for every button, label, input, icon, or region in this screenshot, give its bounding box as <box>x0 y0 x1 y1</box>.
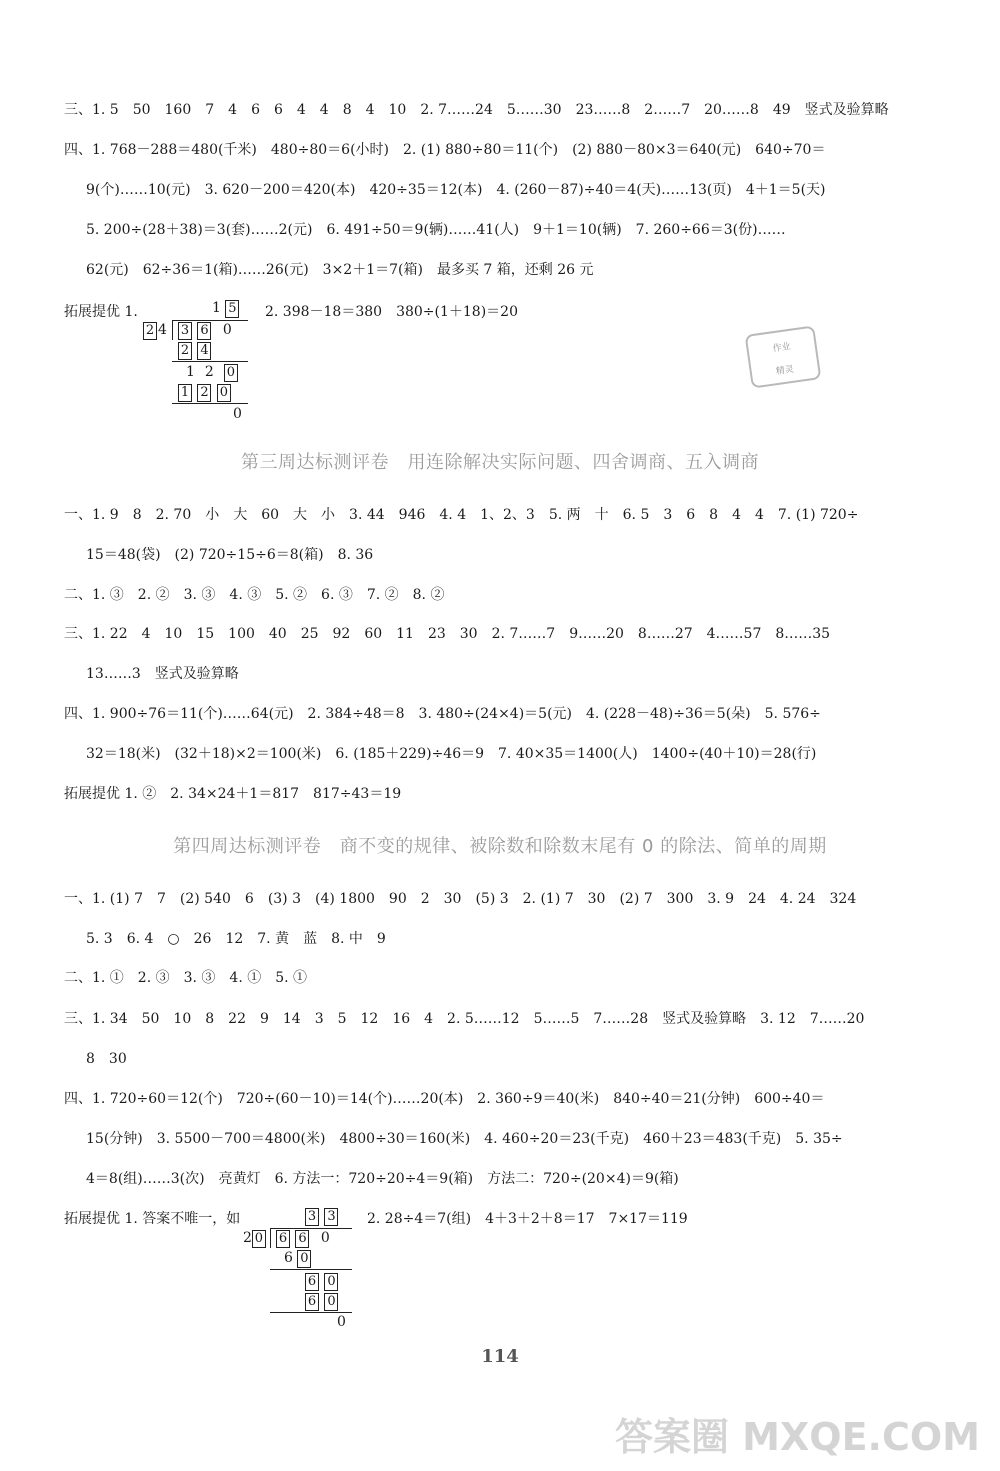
stamp-text: 精灵 <box>775 364 795 378</box>
week2-section4-line4: 62(元) 62÷36＝1(箱)……26(元) 3×2＋1＝7(箱) 最多买 7 箱，还剩 26 元 <box>86 262 594 278</box>
ld1-divisor-digit: 4 <box>158 322 167 338</box>
week3-section4-line1: 四、1. 900÷76＝11(个)……64(元) 2. 384÷48＝8 3. 480÷(24×4)＝5(元) 4. (228－48)÷36＝5(朵) 5. 576÷ <box>64 706 821 722</box>
week4-section1-line2: 5. 3 6. 4 ○ 26 12 7. 黄 蓝 8. 中 9 <box>86 931 386 947</box>
ld2-dividend-box: 6 <box>295 1230 309 1248</box>
ld1-line <box>172 403 248 404</box>
ld1-dividend-digit: 0 <box>222 322 232 338</box>
week4-section4-line2: 15(分钟) 3. 5500－700＝4800(米) 4800÷30＝160(米) 4. 460÷20＝23(千克) 460＋23＝483(千克) 5. 35÷ <box>86 1131 843 1147</box>
ld2-dividend-digit: 0 <box>320 1230 330 1246</box>
ld2-line <box>270 1269 352 1270</box>
week4-section4-line1: 四、1. 720÷60＝12(个) 720÷(60－10)＝14(个)……20(本) 2. 360÷9＝40(米) 840÷40＝21(分钟) 600÷40＝ <box>64 1091 825 1107</box>
ld1-divisor-box: 2 <box>143 322 157 340</box>
week2-section3: 三、1. 5 50 160 7 4 6 6 4 4 8 4 10 2. 7……24 5……30 23……8 2……7 20……8 49 竖式及验算略 <box>64 102 889 118</box>
ld2-quotient-box: 3 <box>305 1208 319 1226</box>
ld1-bar <box>172 320 248 321</box>
ld2-step3-box: 0 <box>324 1293 338 1311</box>
ld1-step3-box: 1 <box>178 384 192 402</box>
ld2-line <box>270 1312 352 1313</box>
ld1-remainder: 0 <box>233 406 242 422</box>
week2-tuozhan-label: 拓展提优 1. <box>64 304 138 320</box>
ld2-step2-box: 6 <box>305 1273 319 1291</box>
week2-section4-line1: 四、1. 768－288＝480(千米) 480÷80＝6(小时) 2. (1) 880÷80＝11(个) (2) 880－80×3＝640(元) 640÷70＝ <box>64 142 826 158</box>
watermark-logo <box>615 1417 980 1457</box>
week2-section4-line2: 9(个)……10(元) 3. 620－200＝420(本) 420÷35＝12(本) 4. (260－87)÷40＝4(天)……13(页) 4＋1＝5(天) <box>86 182 826 198</box>
week2-section4-line3: 5. 200÷(28＋38)＝3(套)……2(元) 6. 491÷50＝9(辆)……41(人) 9＋1＝10(辆) 7. 260÷66＝3(份)…… <box>86 222 786 238</box>
ld1-step2-box: 0 <box>224 364 238 382</box>
week4-section3-line1: 三、1. 34 50 10 8 22 9 14 3 5 12 16 4 2. 5……12 5……5 7……28 竖式及验算略 3. 12 7……20 <box>64 1011 865 1027</box>
week4-section2: 二、1. ① 2. ③ 3. ③ 4. ① 5. ① <box>64 970 308 986</box>
ld1-step2-digit: 2 <box>204 364 224 380</box>
ld1-dividend-box: 3 <box>178 322 192 340</box>
week4-section1-line1: 一、1. (1) 7 7 (2) 540 6 (3) 3 (4) 1800 90 2 30 (5) 3 2. (1) 7 30 (2) 7 300 3. 9 24 4. 24 324 <box>64 891 857 907</box>
ld2-dividend-box: 6 <box>276 1230 290 1248</box>
ld1-step3-box: 2 <box>197 384 211 402</box>
week4-tuozhan-label: 拓展提优 1. 答案不唯一，如 <box>64 1211 241 1227</box>
ld1-dividend-box: 6 <box>197 322 211 340</box>
week3-section2: 二、1. ③ 2. ② 3. ③ 4. ③ 5. ② 6. ③ 7. ② 8. ② <box>64 587 445 603</box>
ld2-bar <box>270 1228 352 1229</box>
week3-section1-line1: 一、1. 9 8 2. 70 小 大 60 大 小 3. 44 946 4. 4 1、2、3 5. 两 十 6. 5 3 6 8 4 4 7. (1) 720÷ <box>64 507 859 523</box>
ld2-step1-digit: 6 <box>284 1250 293 1266</box>
ld1-step1-box: 2 <box>178 342 192 360</box>
week3-section3-line2: 13……3 竖式及验算略 <box>86 666 239 682</box>
week4-section3-line2: 8 30 <box>86 1051 127 1067</box>
week4-section4-line3: 4＝8(组)……3(次) 亮黄灯 6. 方法一：720÷20÷4＝9(箱) 方法二：720÷(20×4)＝9(箱) <box>86 1171 679 1187</box>
ld1-step1-box: 4 <box>197 342 211 360</box>
ld2-quotient-box: 3 <box>324 1208 338 1226</box>
ld1-quotient-box: 5 <box>225 300 239 318</box>
ld1-quotient-digit: 1 <box>212 300 221 316</box>
week3-section3-line1: 三、1. 22 4 10 15 100 40 25 92 60 11 23 30 2. 7……7 9……20 8……27 4……57 8……35 <box>64 626 831 642</box>
ld2-step1-box: 0 <box>297 1250 311 1268</box>
page-number: 114 <box>481 1346 519 1367</box>
ld2-step3-box: 6 <box>305 1293 319 1311</box>
ld2-remainder: 0 <box>337 1314 346 1330</box>
ld1-line <box>172 361 248 362</box>
stamp-text: 作业 <box>772 341 792 355</box>
ld2-bracket <box>270 1228 271 1248</box>
week3-tuozhan: 拓展提优 1. ② 2. 34×24＋1＝817 817÷43＝19 <box>64 786 402 802</box>
ld1-step3-box: 0 <box>217 384 231 402</box>
week2-tuozhan-q2: 2. 398－18＝380 380÷(1＋18)＝20 <box>265 304 518 320</box>
ld2-divisor-digit: 2 <box>243 1230 252 1246</box>
ld2-step2-box: 0 <box>324 1273 338 1291</box>
week3-section4-line2: 32＝18(米) (32＋18)×2＝100(米) 6. (185＋229)÷46＝9 7. 40×35＝1400(人) 1400÷(40＋10)＝28(行) <box>86 746 817 762</box>
week3-heading: 第三周达标测评卷 用连除解决实际问题、四舍调商、五入调商 <box>241 452 759 473</box>
week4-tuozhan-q2: 2. 28÷4＝7(组) 4＋3＋2＋8＝17 7×17＝119 <box>367 1211 688 1227</box>
week3-section1-line2: 15＝48(袋) (2) 720÷15÷6＝8(箱) 8. 36 <box>86 547 374 563</box>
stamp-seal <box>745 325 822 388</box>
ld1-bracket <box>172 320 173 340</box>
watermark-text: 答案圈 MXQE.COM <box>614 1415 980 1459</box>
week4-heading: 第四周达标测评卷 商不变的规律、被除数和除数末尾有 0 的除法、简单的周期 <box>173 836 827 857</box>
ld1-step2-digit: 1 <box>186 364 205 380</box>
ld2-divisor-box: 0 <box>252 1230 266 1248</box>
